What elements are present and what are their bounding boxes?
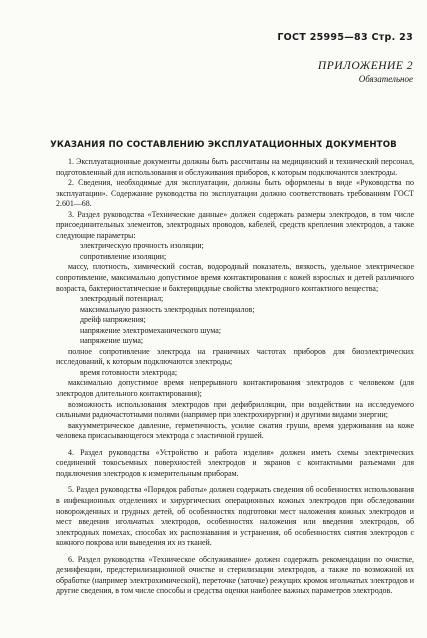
body-text — [56, 157, 414, 597]
parameter-item: максимальную разность электродных потенциалов; — [80, 304, 255, 314]
paragraph-2: 2. Сведения, необходимые для эксплуатации, должны быть оформлены в виде «Руководства по эксплуатации». Содержание руководства по эксплуатации должно соответствовать требованиям ГОСТ 2.601—68. — [56, 178, 414, 209]
parameter-item: время готовности электрода; — [80, 367, 178, 377]
paragraph-3: 3. Раздел руководства «Технические данные» должен содержать размеры электродов, в том числе присоединительных элементов, электродных проводов, кабелей, средств крепления электродов, а также следующие параметры: — [56, 209, 414, 240]
parameter-item: вакуумметрическое давление, герметичность, усилие сжатия груши, время удерживания на коже человека присасывающегося электрода с эластичной грушей. — [56, 420, 414, 441]
parameter-item: возможность использования электродов при дефибрилляции, при воздействии на исследуемого сильными радиочастотными полями (например при электрохирургии) и другими видами энергии; — [56, 399, 414, 420]
paragraph-5: 5. Раздел руководства «Порядок работы» должен содержать сведения об особенностях использования в инфекционных отделениях и хирургических операционных кожных электродов при обследовании новорожденных и грудных детей, об особенностях подготовки мест наложения кожных электродов и мест введения игольчатых электродов, особенностях наложения или введения электродов, об электродных помехах, способах их распознавания и устранения, об особенностях снятия электродов с кожного покрова или выведения их из тканей. — [56, 485, 414, 548]
appendix-title: ПРИЛОЖЕНИЕ 2 — [317, 60, 413, 72]
appendix-block — [318, 60, 413, 84]
running-header: ГОСТ 25995—83 Стр. 23 — [277, 32, 413, 43]
document-title: УКАЗАНИЯ ПО СОСТАВЛЕНИЮ ЭКСПЛУАТАЦИОННЫХ ДОКУМЕНТОВ — [50, 140, 397, 150]
parameter-item: напряжение шума; — [80, 336, 144, 346]
paragraph-4: 4. Раздел руководства «Устройство и работа изделия» должен иметь схемы электрических соединений токосъемных поверхностей электродов и экранов с контактными разъемами для подключения электродов к измерительным приборам. — [56, 447, 414, 478]
parameter-item: массу, плотность, химический состав, водородный показатель, вязкость, удельное электрическое сопротивление, максимально допустимое время контактирования с кожей взрослых и детей различного возраста, бактериостатические и бактерицидные свойства электродного контактного вещества; — [56, 262, 414, 293]
parameter-item: электродный потенциал; — [80, 294, 164, 304]
paragraph-6: 6. Раздел руководства «Техническое обслуживание» должен содержать рекомендации по очистке, дезинфекции, предстерилизационной очистке и стерилизации электродов, а также по возможной их обработке (например электрохимической), переточке (заточке) режущих кромок игольчатых электродов и другие сведения, в том числе способы и средства оценки наиболее важных параметров электродов. — [56, 554, 414, 596]
parameter-item: сопротивление изоляции; — [80, 251, 167, 261]
parameter-item: дрейф напряжения; — [80, 315, 146, 325]
paragraph-1: 1. Эксплуатационные документы должны быть рассчитаны на медицинский и технический персонал, подготовленный для использования и обслуживания приборов, к которым подключаются электроды. — [56, 157, 414, 177]
parameter-item: напряжение электромеханического шума; — [80, 325, 221, 335]
parameter-item: электрическую прочность изоляции; — [80, 241, 204, 251]
parameter-item: максимально допустимое время непрерывного контактирования электродов с человеком (для электродов длительного контактирования); — [56, 378, 414, 399]
parameter-item: полное сопротивление электрода на граничных частотах приборов для биоэлектрических исследований, к которым подключаются электроды; — [56, 346, 414, 367]
appendix-subtitle: Обязательное — [358, 74, 413, 84]
